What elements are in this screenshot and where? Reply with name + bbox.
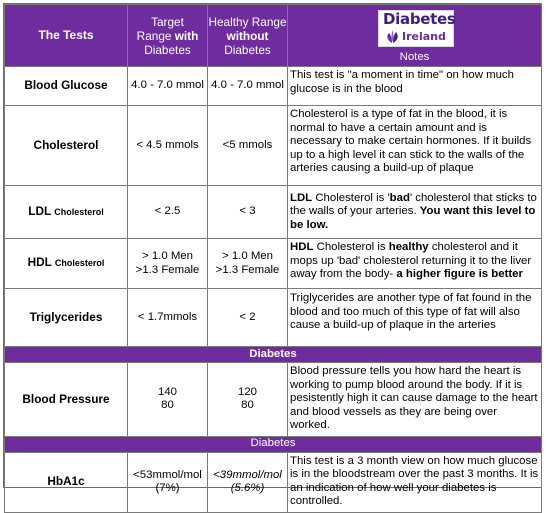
note-triglycerides: Triglycerides are another type of fat found in the blood and too much of this type of fat will also cause a build-up of plaque in the arteries	[288, 289, 542, 347]
table-row	[5, 239, 542, 289]
target-ldl: < 2.5	[128, 186, 208, 239]
healthy-hba1c-percent: (5.6%)	[230, 482, 265, 494]
hdl-note-b: Cholesterol is	[313, 241, 389, 253]
hdl-note-a: HDL	[290, 241, 314, 253]
section-row	[5, 347, 542, 363]
table-row	[5, 106, 542, 186]
target-bp-systolic: 140	[157, 385, 177, 398]
healthy-hba1c	[208, 452, 288, 512]
target-hba1c	[128, 452, 208, 512]
tests-table-sheet	[3, 3, 542, 507]
target-triglycerides: < 1.7mmols	[128, 289, 208, 347]
hdl-note-c: healthy	[388, 241, 429, 253]
healthy-blood-glucose: 4.0 - 7.0 mmol	[208, 67, 288, 106]
healthy-blood-pressure	[208, 363, 288, 437]
header-target-l3: with	[174, 28, 199, 43]
ldl-note-e: You want this level to be low.	[290, 205, 536, 231]
target-hba1c-mmol: <53mmol/mol	[133, 468, 202, 481]
test-name-blood-pressure: Blood Pressure	[5, 363, 128, 437]
table-row	[5, 67, 542, 106]
table-row	[5, 289, 542, 347]
diabetes-ireland-logo	[378, 10, 454, 47]
section-row	[5, 436, 542, 452]
hdl-name-suffix: Cholesterol	[54, 258, 105, 269]
section-diabetes-2: Diabetes	[5, 436, 542, 452]
healthy-triglycerides: < 2	[208, 289, 288, 347]
note-blood-glucose: This test is "a moment in time" on how much glucose is in the blood	[288, 67, 542, 106]
ldl-name-suffix: Cholesterol	[54, 206, 104, 217]
tests-table	[4, 4, 542, 513]
test-name-blood-glucose: Blood Glucose	[5, 67, 128, 106]
target-blood-glucose: 4.0 - 7.0 mmol	[128, 67, 208, 106]
healthy-hdl-female: >1.3 Female	[215, 263, 280, 276]
header-notes	[288, 5, 542, 67]
healthy-bp-systolic: 120	[237, 385, 257, 398]
note-blood-pressure: Blood pressure tells you how hard the heart is working to pump blood around the body. If it is pesistently high it can cause damage to the heart and blood vessels as they are being over worked.	[288, 363, 542, 437]
header-healthy-range	[208, 5, 288, 67]
note-ldl	[288, 186, 542, 239]
healthy-hdl-men: > 1.0 Men	[222, 250, 273, 262]
hdl-note-e: a higher figure is better	[396, 268, 523, 280]
note-hba1c: This test is a 3 month view on how much glucose is in the bloodstream over the past 3 months. It is an indication of how well your diabetes is controlled.	[288, 452, 542, 512]
target-hdl-female: >1.3 Female	[135, 263, 200, 276]
ldl-note-c: bad	[389, 191, 410, 204]
ldl-name-label: LDL	[28, 203, 51, 218]
logo-leaf-icon	[385, 30, 400, 44]
healthy-ldl: < 3	[208, 186, 288, 239]
table-row	[5, 186, 542, 239]
ldl-note-b: Cholesterol is '	[312, 191, 390, 204]
header-tests	[5, 5, 128, 67]
table-row	[5, 363, 542, 437]
healthy-bp-diastolic: 80	[241, 399, 254, 412]
target-hdl	[128, 239, 208, 289]
note-cholesterol: Cholesterol is a type of fat in the blood, it is normal to have a certain amount and is necessary to make certain hormones. If it builds up to a high level it can stick to the walls of the arteries causing a build-up of plaque	[288, 106, 542, 186]
healthy-cholesterol: <5 mmols	[208, 106, 288, 186]
target-bp-diastolic: 80	[161, 399, 174, 412]
target-blood-pressure	[128, 363, 208, 437]
hdl-name-label: HDL	[27, 255, 52, 270]
logo-wordmark-bottom: Ireland	[402, 30, 446, 43]
header-healthy-l1: Healthy Range	[208, 14, 287, 29]
test-name-cholesterol: Cholesterol	[5, 106, 128, 186]
header-healthy-l2: without	[226, 28, 269, 43]
header-target-range	[128, 5, 208, 67]
section-diabetes-1: Diabetes	[5, 347, 542, 363]
header-target-l2: Range	[136, 28, 172, 43]
header-target-l1: Target	[151, 14, 184, 29]
header-notes-label: Notes	[399, 50, 430, 63]
hdl-note-d: cholesterol and it mops up 'bad' cholesterol returning it to the liver away from the body-	[290, 241, 532, 280]
ldl-note-d: ' cholesterol that sticks to the walls of your arteries.	[290, 191, 537, 218]
note-hdl	[288, 239, 542, 289]
target-hba1c-percent: (7%)	[155, 482, 180, 494]
healthy-hba1c-mmol: <39mmol/mol	[213, 468, 282, 481]
header-tests-label: The Tests	[38, 27, 94, 42]
test-name-hba1c: HbA1c	[5, 452, 128, 512]
target-cholesterol: < 4.5 mmols	[128, 106, 208, 186]
test-name-ldl	[5, 186, 128, 239]
header-target-l4: Diabetes	[144, 42, 191, 57]
header-row	[5, 5, 542, 67]
logo-wordmark-top: Diabetes	[383, 10, 456, 28]
test-name-triglycerides: Triglycerides	[5, 289, 128, 347]
healthy-hdl	[208, 239, 288, 289]
target-hdl-men: > 1.0 Men	[142, 250, 193, 262]
header-healthy-l3: Diabetes	[224, 42, 271, 57]
table-row	[5, 452, 542, 512]
test-name-hdl	[5, 239, 128, 289]
ldl-note-a: LDL	[290, 191, 313, 204]
